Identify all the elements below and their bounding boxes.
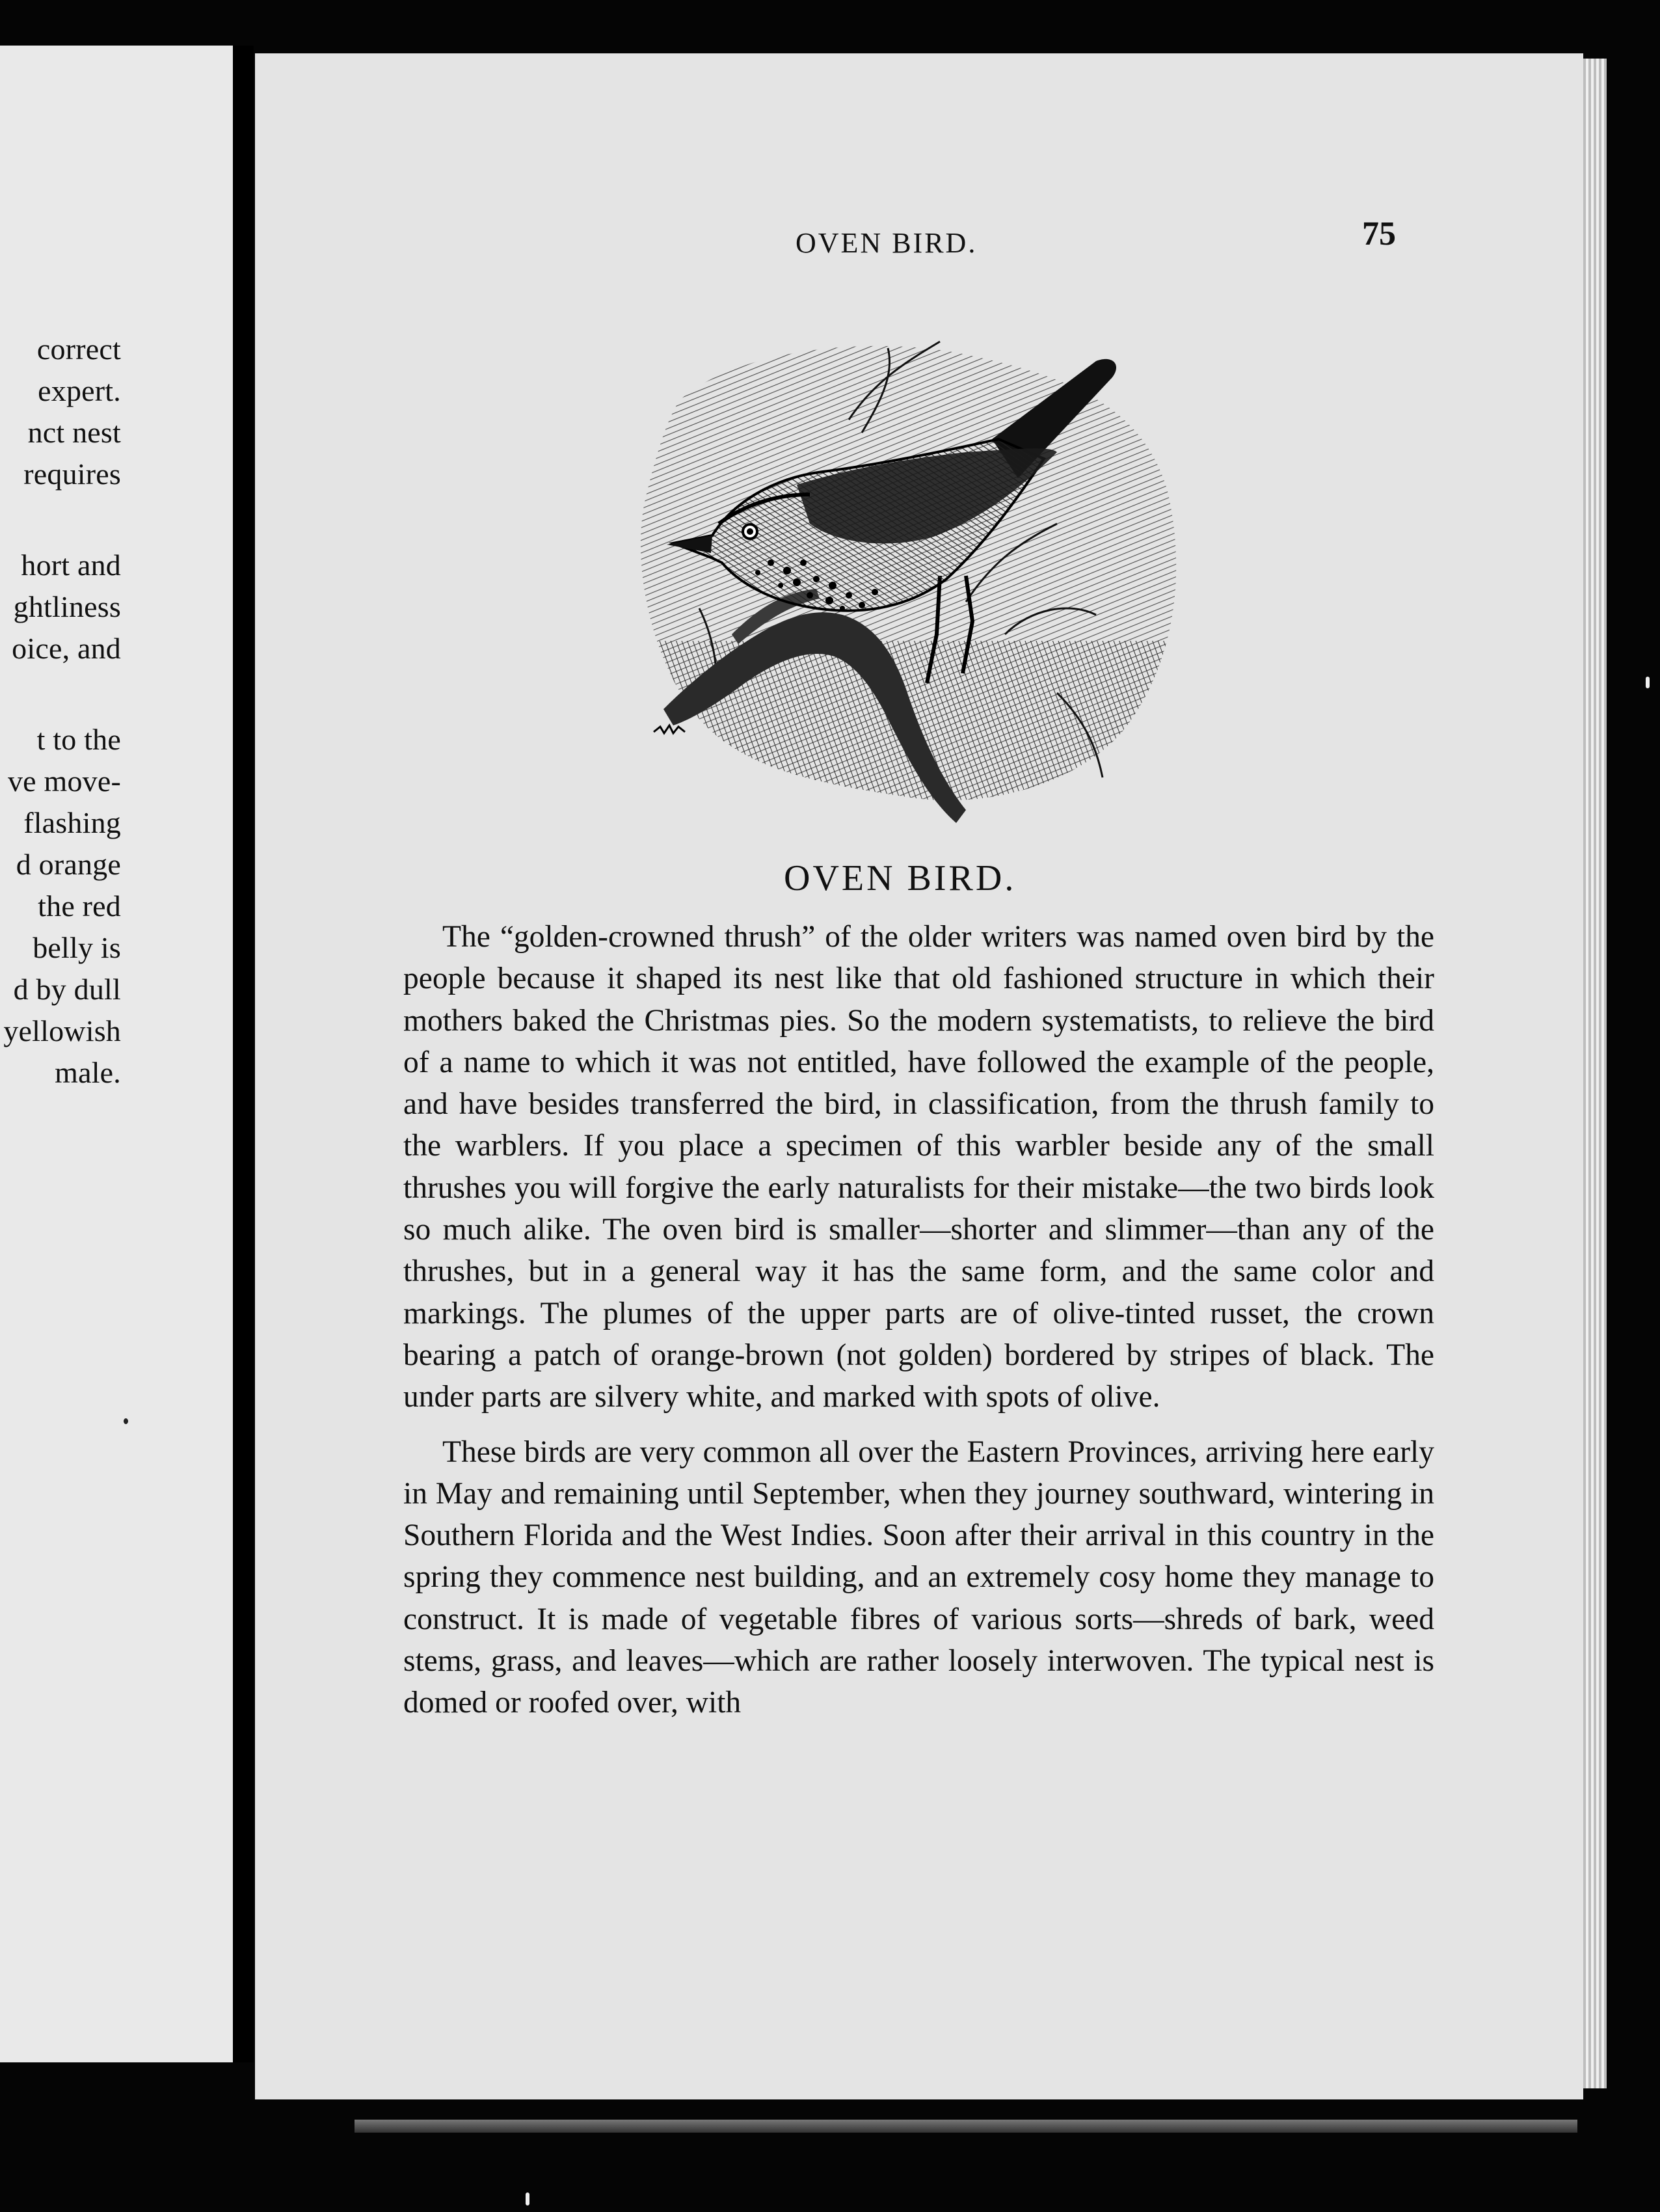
scan-speck [1646, 677, 1650, 688]
book-gutter [233, 46, 254, 2062]
left-page-line: requires [23, 457, 121, 491]
left-page-line: flashing [23, 806, 121, 839]
left-page-line: ghtliness [13, 590, 121, 623]
page-number: 75 [1362, 215, 1396, 252]
paragraph: The “golden-crowned thrush” of the older writers was named oven bird by the people because it shaped its nest like that old fashioned structure in which their mothers baked the Christmas pies. So the modern systematists, to relieve the bird of a name to which it was not entitled, have followed the example of the people, and have besides transferred the bird, in classification, from the thrush family to the warblers. If you place a specimen of this warbler beside any of the small thrushes you will forgive the early naturalists for their mistake—the two birds look so much alike. The oven bird is smaller—shorter and slimmer—than any of the thrushes, but in a general way it has the same form, and the same color and markings. The plumes of the upper parts are of olive-tinted russet, the crown bearing a patch of orange-brown (not golden) bordered by stripes of black. The under parts are silvery white, and marked with spots of olive. [403, 920, 1434, 1414]
left-page-line: oice, and [12, 632, 121, 665]
paragraph: These birds are very common all over the Eastern Provinces, arriving here early in May and remaining until September, when they journey southward, wintering in Southern Florida and the West Indies. Soon after their arrival in this country in the spring they commence nest building, and an extremely cosy home they manage to construct. It is made of vegetable fibres of various sorts—shreds of bark, weed stems, grass, and leaves—which are rather loosely interwoven. The typical nest is domed or roofed over, with [403, 1435, 1434, 1720]
left-page-line: nct nest [27, 416, 121, 449]
left-page-line: ve move- [7, 764, 121, 798]
left-page-fragment [0, 46, 233, 2062]
left-page-line: yellowish [3, 1014, 121, 1047]
scan-speck [526, 2192, 529, 2205]
article-title: OVEN BIRD. [784, 858, 1017, 898]
left-page-line: expert. [38, 374, 121, 407]
left-page-line: hort and [21, 548, 121, 582]
article-body [403, 916, 1434, 1724]
book-bottom-edge [355, 2120, 1577, 2133]
oven-bird-illustration [602, 329, 1187, 843]
left-page-line: d orange [16, 848, 121, 881]
page-edge [1583, 59, 1607, 2088]
left-page-line: t to the [36, 723, 121, 756]
running-head: OVEN BIRD. [796, 227, 978, 259]
engraver-signature [654, 725, 685, 733]
left-page-line: the red [38, 889, 121, 923]
left-page-line: male. [55, 1056, 121, 1089]
left-page-line: correct [36, 332, 121, 366]
ink-speck [124, 1418, 128, 1424]
left-page-line: belly is [33, 931, 121, 964]
left-page-line: d by dull [13, 973, 121, 1006]
